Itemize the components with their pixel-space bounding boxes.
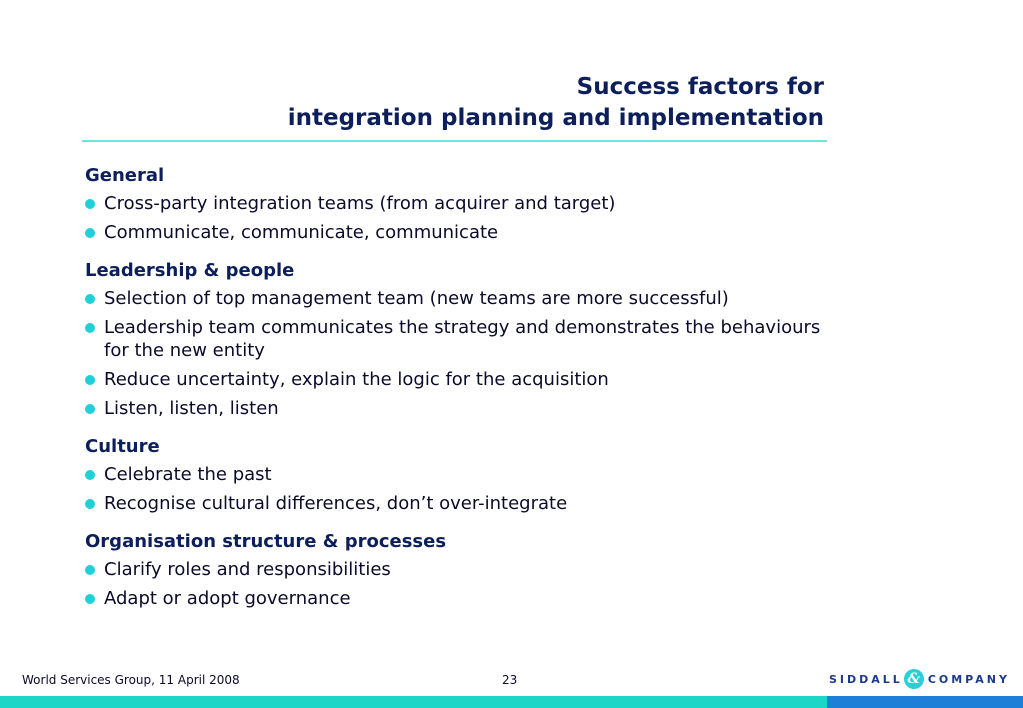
slide-title [288,72,824,134]
title-divider [82,140,827,142]
bullet-item [85,397,845,420]
footer-source: World Services Group, 11 April 2008 [22,673,240,687]
bullet-item [85,192,845,215]
bullet-item [85,587,845,610]
bullet-dot-icon [85,565,95,575]
bullet-item [85,463,845,486]
bullet-text: Listen, listen, listen [104,398,279,419]
bullet-dot-icon [85,228,95,238]
bullet-text: Cross-party integration teams (from acquirer and target) [104,193,616,214]
company-logo [829,667,1010,691]
section-heading: General [85,165,165,186]
content-body [85,163,845,624]
section-heading: Organisation structure & processes [85,531,447,552]
bullet-text: Recognise cultural differences, don’t over-integrate [104,493,568,514]
bullet-text: Reduce uncertainty, explain the logic for the acquisition [104,369,609,390]
bullet-dot-icon [85,404,95,414]
bullet-item [85,492,845,515]
bullet-dot-icon [85,294,95,304]
title-line-2: integration planning and implementation [287,105,824,131]
section-leadership [85,258,845,420]
bullet-dot-icon [85,323,95,333]
bullet-text: Leadership team communicates the strategy and demonstrates the behaviours for the new entity [104,317,821,361]
bullet-item [85,221,845,244]
bullet-text: Selection of top management team (new teams are more successful) [104,288,729,309]
section-heading: Leadership & people [85,260,295,281]
logo-text-right: COMPANY [927,672,1010,686]
bullet-item [85,316,845,362]
bullet-item [85,287,845,310]
bullet-dot-icon [85,470,95,480]
bullet-dot-icon [85,499,95,509]
section-culture [85,434,845,515]
bullet-text: Communicate, communicate, communicate [104,222,499,243]
bullet-dot-icon [85,375,95,385]
footer-bar-blue [827,696,1023,708]
section-heading: Culture [85,436,160,457]
bullet-item [85,558,845,581]
bullet-text: Adapt or adopt governance [104,588,351,609]
logo-text-left: SIDDALL [829,672,903,686]
bullet-text: Clarify roles and responsibilities [104,559,391,580]
bullet-item [85,368,845,391]
bullet-dot-icon [85,199,95,209]
section-general [85,163,845,244]
ampersand-icon: & [904,669,924,689]
page-number: 23 [502,673,518,687]
footer-bar-cyan [0,696,827,708]
title-line-1: Success factors for [576,74,824,100]
bullet-dot-icon [85,594,95,604]
section-organisation [85,529,845,610]
bullet-text: Celebrate the past [104,464,272,485]
